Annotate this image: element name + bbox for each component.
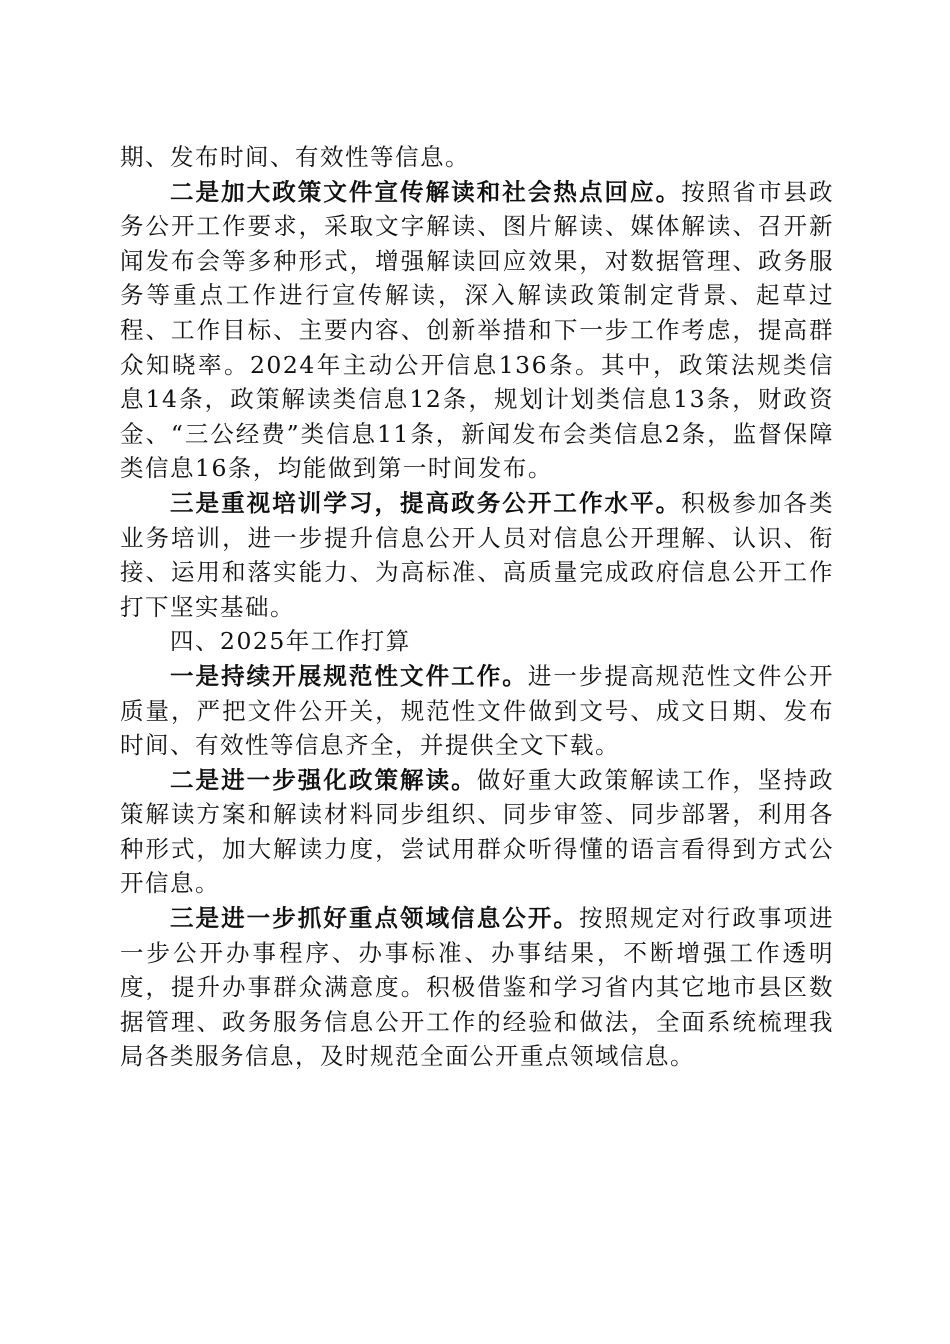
paragraph-normative-documents bbox=[120, 659, 834, 763]
paragraph-policy-interpretation bbox=[120, 175, 834, 486]
paragraph-text: 积极参加各类业务培训，进一步提升信息公开人员对信息公开理解、认识、衔接、运用和落实能力、为高标准、高质量完成政府信息公开工作打下坚实基础。 bbox=[120, 488, 835, 621]
paragraph-lead: 二是加大政策文件宣传解读和社会热点回应。 bbox=[170, 177, 682, 206]
paragraph-lead: 二是进一步强化政策解读。 bbox=[170, 765, 477, 794]
paragraph-strengthen-interpretation bbox=[120, 763, 834, 901]
section-heading bbox=[120, 624, 834, 659]
paragraph-continuation bbox=[120, 140, 834, 175]
paragraph-text: 做好重大政策解读工作，坚持政策解读方案和解读材料同步组织、同步审签、同步部署，利用各种形式，加大解读力度，尝试用群众听得懂的语言看得到方式公开信息。 bbox=[120, 765, 835, 898]
paragraph-lead: 一是持续开展规范性文件工作。 bbox=[170, 661, 528, 690]
section-heading-text: 四、2025年工作打算 bbox=[170, 627, 411, 656]
paragraph-text: 按照省市县政务公开工作要求，采取文字解读、图片解读、媒体解读、召开新闻发布会等多种形式，增强解读回应效果，对数据管理、政务服务等重点工作进行宣传解读，深入解读政策制定背景、起草过程、工作目标、主要内容、创新举措和下一步工作考虑，提高群众知晓率。2024年主动公开信息136条。其中，政策法规类信息14条，政策解读类信息12条，规划计划类信息13条，财政资金、“三公经费”类信息11条，新闻发布会类信息2条，监督保障类信息16条，均能做到第一时间发布。 bbox=[120, 177, 835, 483]
paragraph-text: 期、发布时间、有效性等信息。 bbox=[120, 143, 470, 171]
paragraph-text: 进一步提高规范性文件公开质量，严把文件公开关，规范性文件做到文号、成文日期、发布时间、有效性等信息齐全，并提供全文下载。 bbox=[120, 661, 835, 760]
paragraph-training bbox=[120, 486, 834, 624]
paragraph-lead: 三是进一步抓好重点领域信息公开。 bbox=[170, 904, 579, 933]
paragraph-text: 按照规定对行政事项进一步公开办事程序、办事标准、办事结果，不断增强工作透明度，提升办事群众满意度。积极借鉴和学习省内其它地市县区数据管理、政务服务信息公开工作的经验和做法，全面系统梳理我局各类服务信息，及时规范全面公开重点领域信息。 bbox=[120, 904, 835, 1071]
document-body bbox=[120, 140, 834, 1074]
paragraph-lead: 三是重视培训学习，提高政务公开工作水平。 bbox=[170, 488, 682, 517]
paragraph-key-areas bbox=[120, 901, 834, 1074]
